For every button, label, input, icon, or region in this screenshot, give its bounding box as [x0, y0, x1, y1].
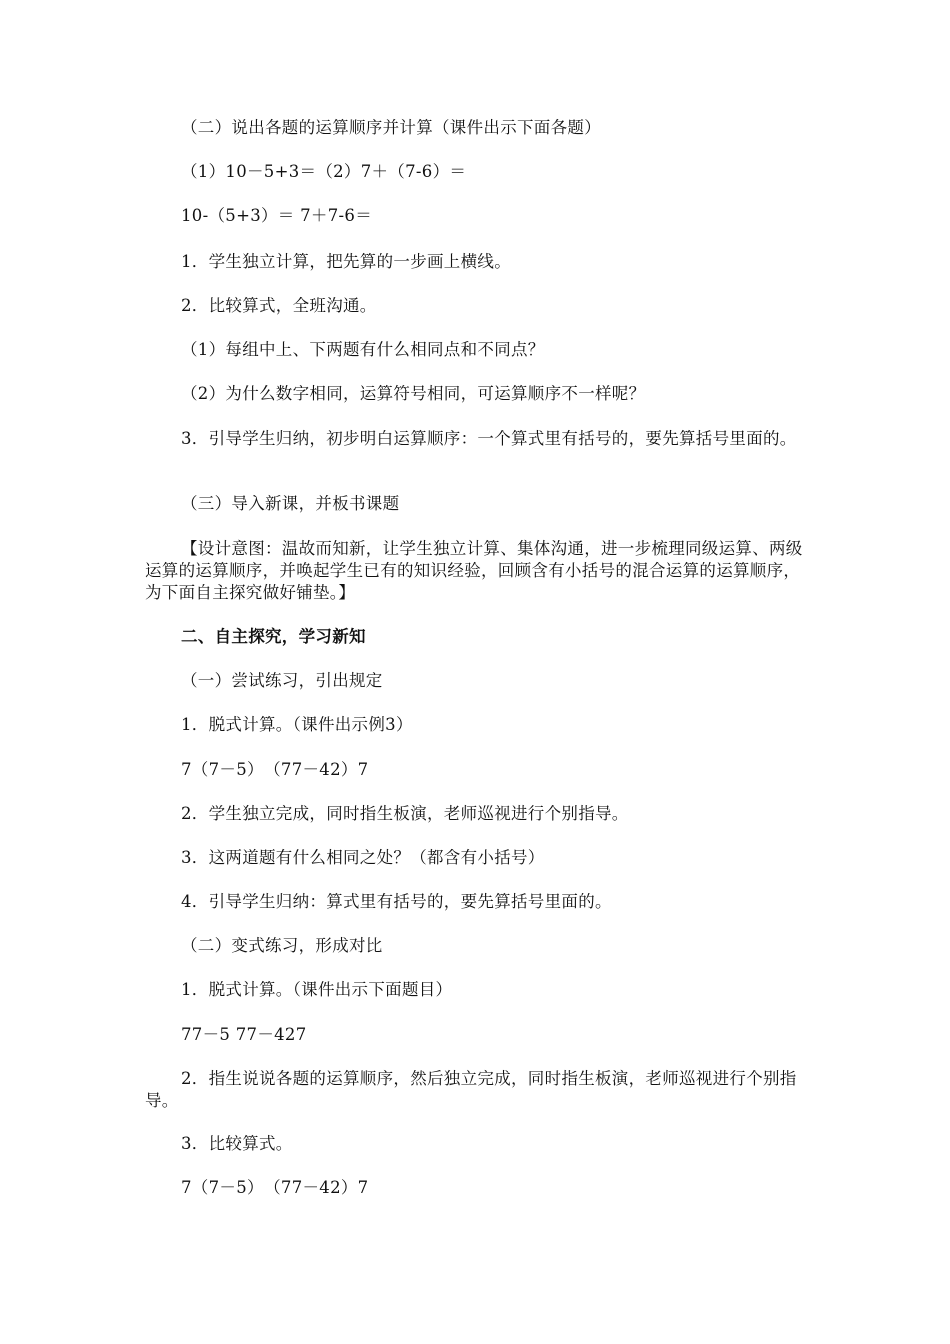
try-step-3: 3．这两道题有什么相同之处？（都含有小括号）: [181, 848, 545, 867]
exercise-line-2: 10-（5+3）＝ 7＋7-6＝: [181, 206, 373, 225]
design-intent-note: 【设计意图：温故而知新，让学生独立计算、集体沟通，进一步梳理同级运算、两级运算的运算顺序，并唤起学生已有的知识经验，回顾含有小括号的混合运算的运算顺序，为下面自主探究做好铺垫。】: [145, 539, 803, 602]
variant-step-3: 3．比较算式。: [181, 1134, 293, 1153]
variant-step-1: 1．脱式计算。（课件出示下面题目）: [181, 980, 453, 999]
try-step-1: 1．脱式计算。（课件出示例3）: [181, 715, 413, 734]
step-2: 2．比较算式，全班沟通。: [181, 296, 377, 315]
subsection-heading-2: （二）说出各题的运算顺序并计算（课件出示下面各题）: [181, 118, 601, 137]
section-heading-2: 二、自主探究，学习新知: [181, 627, 366, 646]
exercise-line-1: （1）10－5+3＝（2）7＋（7-6）＝: [181, 162, 467, 181]
variant-expressions: 77－5 77－427: [181, 1025, 307, 1044]
subsection-heading-try: （一）尝试练习，引出规定: [181, 671, 383, 690]
try-step-2: 2．学生独立完成，同时指生板演，老师巡视进行个别指导。: [181, 804, 629, 823]
subsection-heading-3: （三）导入新课，并板书课题: [181, 494, 400, 513]
question-2: （2）为什么数字相同，运算符号相同，可运算顺序不一样呢？: [181, 384, 646, 403]
try-step-4: 4．引导学生归纳：算式里有括号的，要先算括号里面的。: [181, 892, 612, 911]
compare-expressions: 7（7－5） （77－42）7: [181, 1178, 369, 1197]
question-1: （1）每组中上、下两题有什么相同点和不同点？: [181, 340, 545, 359]
step-1: 1．学生独立计算，把先算的一步画上横线。: [181, 252, 511, 271]
variant-step-2: 2．指生说说各题的运算顺序，然后独立完成，同时指生板演，老师巡视进行个别指导。: [145, 1069, 797, 1110]
subsection-heading-variant: （二）变式练习，形成对比: [181, 936, 383, 955]
step-3: 3．引导学生归纳，初步明白运算顺序：一个算式里有括号的，要先算括号里面的。: [181, 429, 797, 448]
try-expressions: 7（7－5） （77－42）7: [181, 760, 369, 779]
